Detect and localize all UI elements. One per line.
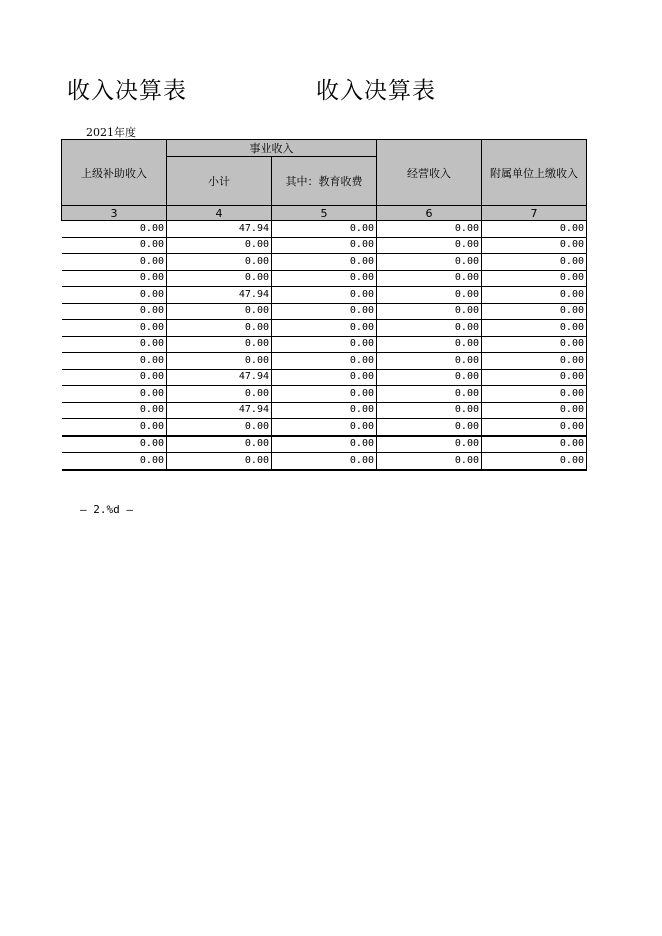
table-cell: 0.00 bbox=[482, 303, 587, 320]
header-operating-income: 经营收入 bbox=[377, 140, 482, 206]
table-cell: 0.00 bbox=[167, 320, 272, 337]
table-row bbox=[62, 419, 587, 436]
table-cell: 0.00 bbox=[167, 436, 272, 453]
col-number: 6 bbox=[377, 206, 482, 221]
table-cell: 47.94 bbox=[167, 369, 272, 386]
table-cell: 0.00 bbox=[272, 436, 377, 453]
table-cell: 0.00 bbox=[62, 221, 167, 238]
table-cell: 0.00 bbox=[272, 320, 377, 337]
table-cell: 0.00 bbox=[482, 386, 587, 403]
table-row bbox=[62, 336, 587, 353]
table-row bbox=[62, 287, 587, 304]
table-cell: 0.00 bbox=[482, 237, 587, 254]
header-education-fees: 其中：教育收费 bbox=[272, 157, 377, 206]
table-cell: 0.00 bbox=[167, 386, 272, 403]
table-cell: 0.00 bbox=[272, 453, 377, 470]
table-cell: 0.00 bbox=[377, 402, 482, 419]
table-cell: 47.94 bbox=[167, 402, 272, 419]
table-row bbox=[62, 386, 587, 403]
table-cell: 0.00 bbox=[377, 221, 482, 238]
table-cell: 0.00 bbox=[167, 237, 272, 254]
table-row bbox=[62, 320, 587, 337]
header-subsidiary-remittance: 附属单位上缴收入 bbox=[482, 140, 587, 206]
table-cell: 47.94 bbox=[167, 221, 272, 238]
table-cell: 0.00 bbox=[62, 369, 167, 386]
header-superior-subsidy: 上级补助收入 bbox=[62, 140, 167, 206]
table-cell: 0.00 bbox=[272, 237, 377, 254]
table-cell: 0.00 bbox=[272, 287, 377, 304]
table-cell: 0.00 bbox=[272, 386, 377, 403]
col-number: 7 bbox=[482, 206, 587, 221]
page-title-right: 收入决算表 bbox=[316, 78, 436, 104]
table-cell: 0.00 bbox=[482, 221, 587, 238]
table-cell: 0.00 bbox=[62, 287, 167, 304]
table-cell: 0.00 bbox=[62, 270, 167, 287]
table-cell: 0.00 bbox=[167, 453, 272, 470]
col-number: 5 bbox=[272, 206, 377, 221]
income-table bbox=[61, 139, 587, 471]
table-cell: 0.00 bbox=[377, 303, 482, 320]
table-cell: 0.00 bbox=[377, 254, 482, 271]
table-row bbox=[62, 303, 587, 320]
table-cell: 0.00 bbox=[272, 369, 377, 386]
table-cell: 0.00 bbox=[272, 270, 377, 287]
table-cell: 0.00 bbox=[62, 237, 167, 254]
header-subtotal: 小计 bbox=[167, 157, 272, 206]
table-cell: 0.00 bbox=[482, 287, 587, 304]
table-cell: 0.00 bbox=[377, 336, 482, 353]
table-cell: 0.00 bbox=[62, 436, 167, 453]
table-cell: 0.00 bbox=[377, 320, 482, 337]
table-row bbox=[62, 237, 587, 254]
page-footer: — 2.%d — bbox=[80, 503, 133, 516]
table-cell: 0.00 bbox=[377, 453, 482, 470]
table-row bbox=[62, 453, 587, 470]
table-cell: 47.94 bbox=[167, 287, 272, 304]
table-cell: 0.00 bbox=[62, 402, 167, 419]
table-cell: 0.00 bbox=[62, 453, 167, 470]
table-cell: 0.00 bbox=[62, 303, 167, 320]
page-title-left: 收入决算表 bbox=[67, 78, 187, 104]
table-cell: 0.00 bbox=[272, 221, 377, 238]
table-cell: 0.00 bbox=[482, 353, 587, 370]
table-cell: 0.00 bbox=[482, 336, 587, 353]
table-cell: 0.00 bbox=[167, 419, 272, 436]
table-cell: 0.00 bbox=[482, 254, 587, 271]
table-cell: 0.00 bbox=[482, 270, 587, 287]
table-row bbox=[62, 402, 587, 419]
table-cell: 0.00 bbox=[482, 320, 587, 337]
table-cell: 0.00 bbox=[62, 254, 167, 271]
table-row bbox=[62, 369, 587, 386]
table-cell: 0.00 bbox=[482, 419, 587, 436]
table-cell: 0.00 bbox=[62, 386, 167, 403]
table-cell: 0.00 bbox=[482, 453, 587, 470]
table-cell: 0.00 bbox=[377, 436, 482, 453]
table-cell: 0.00 bbox=[62, 336, 167, 353]
table-cell: 0.00 bbox=[272, 419, 377, 436]
table-cell: 0.00 bbox=[62, 419, 167, 436]
table-cell: 0.00 bbox=[272, 402, 377, 419]
table-cell: 0.00 bbox=[167, 254, 272, 271]
table-cell: 0.00 bbox=[377, 270, 482, 287]
table-cell: 0.00 bbox=[482, 436, 587, 453]
col-number: 3 bbox=[62, 206, 167, 221]
table-cell: 0.00 bbox=[377, 237, 482, 254]
header-business-income-group: 事业收入 bbox=[167, 140, 377, 157]
table-row bbox=[62, 270, 587, 287]
table-body bbox=[62, 221, 587, 470]
table-cell: 0.00 bbox=[167, 353, 272, 370]
table-cell: 0.00 bbox=[272, 336, 377, 353]
table-cell: 0.00 bbox=[62, 320, 167, 337]
table-cell: 0.00 bbox=[167, 336, 272, 353]
col-number: 4 bbox=[167, 206, 272, 221]
table-cell: 0.00 bbox=[377, 369, 482, 386]
table-row bbox=[62, 221, 587, 238]
table-cell: 0.00 bbox=[482, 402, 587, 419]
table-cell: 0.00 bbox=[377, 287, 482, 304]
table-cell: 0.00 bbox=[377, 419, 482, 436]
table-cell: 0.00 bbox=[272, 254, 377, 271]
table-cell: 0.00 bbox=[377, 386, 482, 403]
table-row bbox=[62, 353, 587, 370]
table-cell: 0.00 bbox=[167, 270, 272, 287]
table-cell: 0.00 bbox=[377, 353, 482, 370]
table-row bbox=[62, 254, 587, 271]
table-cell: 0.00 bbox=[167, 303, 272, 320]
table-cell: 0.00 bbox=[482, 369, 587, 386]
table-cell: 0.00 bbox=[272, 303, 377, 320]
table-cell: 0.00 bbox=[272, 353, 377, 370]
table-row bbox=[62, 436, 587, 453]
year-label: 2021年度 bbox=[86, 126, 136, 139]
table-cell: 0.00 bbox=[62, 353, 167, 370]
